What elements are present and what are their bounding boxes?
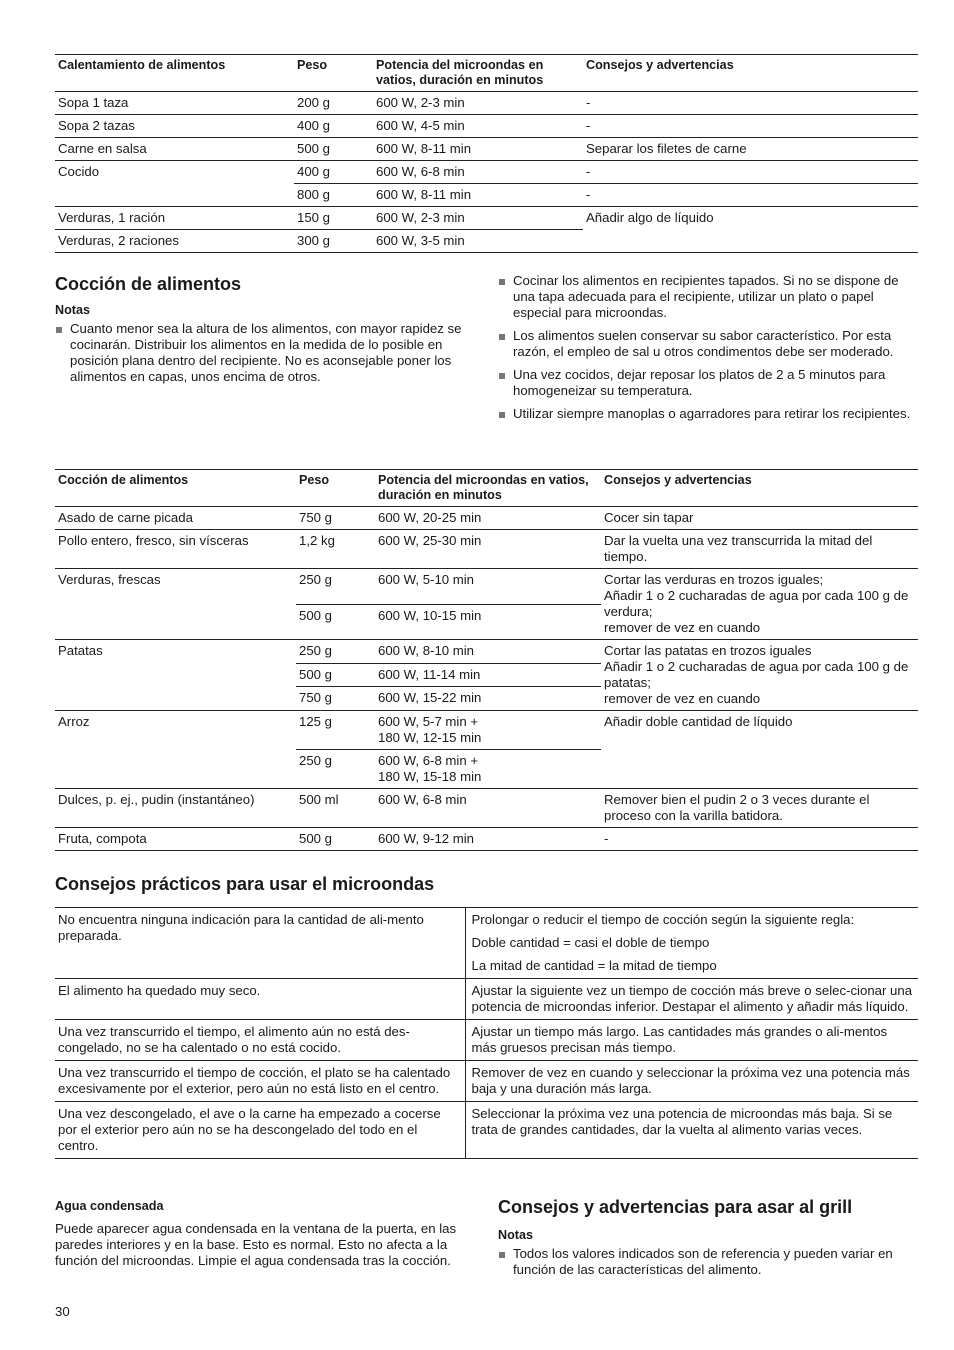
cell-power: 600 W, 15-22 min	[378, 690, 482, 706]
cell-food: Asado de carne picada	[58, 510, 193, 525]
cell-food: Patatas	[58, 643, 103, 658]
table-row	[55, 92, 918, 115]
tip-line: Cortar las patatas en trozos iguales	[604, 643, 812, 658]
notes-list-right	[498, 273, 916, 429]
note-text: Una vez cocidos, dejar reposar los platos de 2 a 5 minutos para homogeneizar su temperatura.	[513, 367, 886, 398]
list-item	[498, 406, 916, 422]
cell-power: 600 W, 3-5 min	[376, 233, 465, 248]
cell-weight: 750 g	[299, 510, 333, 525]
table-row	[55, 507, 918, 530]
cell-weight: 300 g	[297, 233, 331, 248]
bullet-square-icon	[499, 412, 505, 418]
list-item	[498, 328, 916, 360]
tip-line: Añadir 1 o 2 cucharadas de agua por cada 100 g de patatas;	[604, 659, 909, 690]
cell-weight: 1,2 kg	[299, 533, 335, 548]
power-line: 600 W, 5-7 min +	[378, 714, 479, 729]
note-text: Utilizar siempre manoplas o agarradores para retirar los recipientes.	[513, 406, 911, 421]
note-text: Todos los valores indicados son de referencia y pueden variar en función de las características del alimento.	[513, 1246, 893, 1277]
cell-food: Verduras, 1 ración	[58, 210, 166, 225]
bullet-square-icon	[499, 1252, 505, 1258]
cell-tip: Añadir algo de líquido	[586, 210, 714, 225]
cell-power: 600 W, 10-15 min	[378, 607, 482, 623]
notes-list-grill	[498, 1246, 898, 1285]
cell-solution: Ajustar un tiempo más largo. Las cantidades más grandes o ali-mentos más gruesos precisan más tiempo.	[465, 1020, 918, 1061]
cell-solution: Remover de vez en cuando y seleccionar la próxima vez una potencia más baja y una duración más larga.	[465, 1061, 918, 1102]
cell-weight: 500 g	[299, 607, 333, 623]
cell-problem: Una vez transcurrido el tiempo, el alimento aún no está des-congelado, no se ha calentado o no está cocido.	[58, 1024, 410, 1055]
notes-label: Notas	[498, 1228, 533, 1242]
cell-tip: -	[586, 164, 591, 179]
col-header-power: Potencia del microondas en vatios, duración en minutos	[376, 58, 544, 87]
notes-label: Notas	[55, 303, 90, 317]
note-text: Los alimentos suelen conservar su sabor característico. Por esta razón, el empleo de sal u otros condimentos debe ser moderado.	[513, 328, 894, 359]
table-row	[55, 828, 918, 851]
cell-power: 600 W, 6-8 min	[376, 164, 465, 179]
table-row	[55, 138, 918, 161]
cell-food: Sopa 1 taza	[58, 95, 129, 110]
cell-weight: 500 g	[297, 141, 331, 156]
cell-tip: Separar los filetes de carne	[586, 141, 747, 156]
table-header	[55, 55, 918, 92]
cell-tip: -	[586, 95, 591, 110]
section-heading-coccion: Cocción de alimentos	[55, 274, 242, 294]
tip-line: remover de vez en cuando	[604, 691, 761, 706]
col-header-tips: Consejos y advertencias	[604, 473, 752, 487]
cell-solution: Seleccionar la próxima vez una potencia de microondas más baja. Si se trata de grandes cantidades, dar la vuelta al alimento varias veces.	[465, 1102, 918, 1159]
table-row	[55, 569, 918, 605]
cell-tip: Cocer sin tapar	[604, 510, 694, 525]
cell-food: Arroz	[58, 714, 90, 729]
cell-tip: Añadir doble cantidad de líquido	[604, 714, 793, 729]
cooking-table	[55, 469, 918, 851]
table-row	[55, 207, 918, 230]
cell-power	[375, 750, 601, 789]
cell-weight: 500 ml	[299, 792, 339, 807]
cell-tip: -	[586, 118, 591, 133]
cell-food: Verduras, frescas	[58, 572, 161, 587]
cell-weight: 250 g	[299, 643, 333, 658]
list-item	[498, 367, 916, 399]
cell-tip	[601, 569, 918, 640]
cell-weight: 500 g	[299, 831, 333, 846]
solution-line: Prolongar o reducir el tiempo de cocción según la siguiente regla:	[471, 912, 855, 927]
tip-line: Cortar las verduras en trozos iguales;	[604, 572, 824, 587]
cell-food: Sopa 2 tazas	[58, 118, 135, 133]
section-heading-grill: Consejos y advertencias para asar al grill	[498, 1197, 853, 1217]
tips-table	[55, 907, 918, 1159]
page-number: 30	[55, 1304, 70, 1319]
cell-power: 600 W, 25-30 min	[378, 533, 482, 548]
table-row	[55, 1061, 918, 1102]
cell-tip: -	[586, 187, 591, 202]
cell-weight: 750 g	[299, 690, 333, 706]
cell-weight: 400 g	[297, 118, 331, 133]
solution-line: Doble cantidad = casi el doble de tiempo	[471, 935, 710, 950]
cell-weight: 250 g	[299, 753, 333, 768]
cell-power: 600 W, 2-3 min	[376, 95, 465, 110]
section-heading-practicos: Consejos prácticos para usar el microondas	[55, 874, 435, 894]
table-row	[55, 979, 918, 1020]
cell-power	[375, 711, 601, 750]
note-text: Cuanto menor sea la altura de los alimentos, con mayor rapidez se cocinarán. Distribuir los alimentos en la medida de lo posible en posición plana dentro del recipiente. No es aconsejable poner los alimentos en capas, unos encima de otros.	[70, 321, 462, 384]
col-header-food: Calentamiento de alimentos	[58, 58, 226, 72]
col-header-food: Cocción de alimentos	[58, 473, 189, 487]
table-row	[55, 908, 918, 979]
cell-power: 600 W, 8-11 min	[376, 187, 472, 202]
bullet-square-icon	[499, 334, 505, 340]
cell-power: 600 W, 6-8 min	[378, 792, 467, 807]
table-row	[55, 530, 918, 569]
bullet-square-icon	[499, 279, 505, 285]
col-header-weight: Peso	[299, 473, 330, 487]
cell-problem: El alimento ha quedado muy seco.	[58, 983, 261, 998]
solution-line: La mitad de cantidad = la mitad de tiempo	[471, 958, 717, 973]
cell-power: 600 W, 5-10 min	[378, 572, 475, 587]
cell-weight: 400 g	[297, 164, 331, 179]
cell-tip: Dar la vuelta una vez transcurrida la mitad del tiempo.	[604, 533, 873, 564]
cell-tip: -	[604, 831, 609, 846]
cell-weight: 250 g	[299, 572, 333, 587]
power-line: 180 W, 15-18 min	[378, 769, 482, 784]
subheading-agua: Agua condensada	[55, 1199, 164, 1213]
cell-weight: 500 g	[299, 666, 333, 682]
cell-solution: Ajustar la siguiente vez un tiempo de cocción más breve o selec-cionar una potencia de microondas inferior. Destapar el alimento y añadir más líquido.	[465, 979, 918, 1020]
cell-power: 600 W, 8-10 min	[378, 643, 475, 658]
table-row	[55, 115, 918, 138]
list-item	[55, 321, 470, 385]
cell-problem: No encuentra ninguna indicación para la cantidad de ali-mento preparada.	[58, 912, 424, 943]
cell-food: Verduras, 2 raciones	[58, 233, 179, 248]
table-row	[55, 711, 918, 750]
power-line: 180 W, 12-15 min	[378, 730, 482, 745]
cell-food: Cocido	[58, 164, 100, 179]
table-header	[55, 470, 918, 507]
cell-power: 600 W, 8-11 min	[376, 141, 472, 156]
agua-paragraph: Puede aparecer agua condensada en la ventana de la puerta, en las paredes interiores y en la base. Esto es normal. Esto no afecta a la función del microondas. Limpie el agua condensada tras la cocción.	[55, 1221, 457, 1268]
table-row	[55, 161, 918, 184]
table-row	[55, 640, 918, 664]
notes-list-left	[55, 321, 470, 392]
table-row	[55, 1020, 918, 1061]
list-item	[498, 273, 916, 321]
bullet-square-icon	[499, 373, 505, 379]
cell-weight: 150 g	[297, 210, 331, 225]
cell-weight: 200 g	[297, 95, 331, 110]
cell-solution	[465, 908, 918, 979]
cell-food: Fruta, compota	[58, 831, 147, 846]
cell-power: 600 W, 2-3 min	[376, 210, 465, 225]
cell-problem: Una vez transcurrido el tiempo de cocción, el plato se ha calentado excesivamente por el exterior, pero aún no está listo en el centro.	[58, 1065, 451, 1096]
cell-weight: 125 g	[299, 714, 333, 729]
tip-line: Añadir 1 o 2 cucharadas de agua por cada 100 g de verdura;	[604, 588, 909, 619]
col-header-weight: Peso	[297, 58, 328, 72]
cell-problem: Una vez descongelado, el ave o la carne ha empezado a cocerse por el exterior pero aún no se ha descongelado del todo en el centro.	[58, 1106, 441, 1153]
table-row	[55, 1102, 918, 1159]
bullet-square-icon	[56, 327, 62, 333]
cell-weight: 800 g	[297, 187, 331, 202]
list-item	[498, 1246, 898, 1278]
cell-power: 600 W, 9-12 min	[378, 831, 475, 846]
cell-tip	[601, 640, 918, 711]
cell-food: Carne en salsa	[58, 141, 147, 156]
cell-tip: Remover bien el pudin 2 o 3 veces durante el proceso con la varilla batidora.	[604, 792, 870, 823]
col-header-power: Potencia del microondas en vatios, duración en minutos	[378, 473, 589, 502]
col-header-tips: Consejos y advertencias	[586, 58, 734, 72]
cell-power: 600 W, 11-14 min	[378, 666, 481, 682]
table-row	[55, 789, 918, 828]
cell-power: 600 W, 4-5 min	[376, 118, 465, 133]
cell-food: Pollo entero, fresco, sin vísceras	[58, 533, 249, 548]
reheating-table	[55, 54, 918, 253]
cell-power: 600 W, 20-25 min	[378, 510, 482, 525]
note-text: Cocinar los alimentos en recipientes tapados. Si no se dispone de una tapa adecuada para el recipiente, utilizar un plato o papel especial para microondas.	[513, 273, 899, 320]
cell-food: Dulces, p. ej., pudin (instantáneo)	[58, 792, 255, 807]
tip-line: remover de vez en cuando	[604, 620, 761, 635]
power-line: 600 W, 6-8 min +	[378, 753, 479, 768]
